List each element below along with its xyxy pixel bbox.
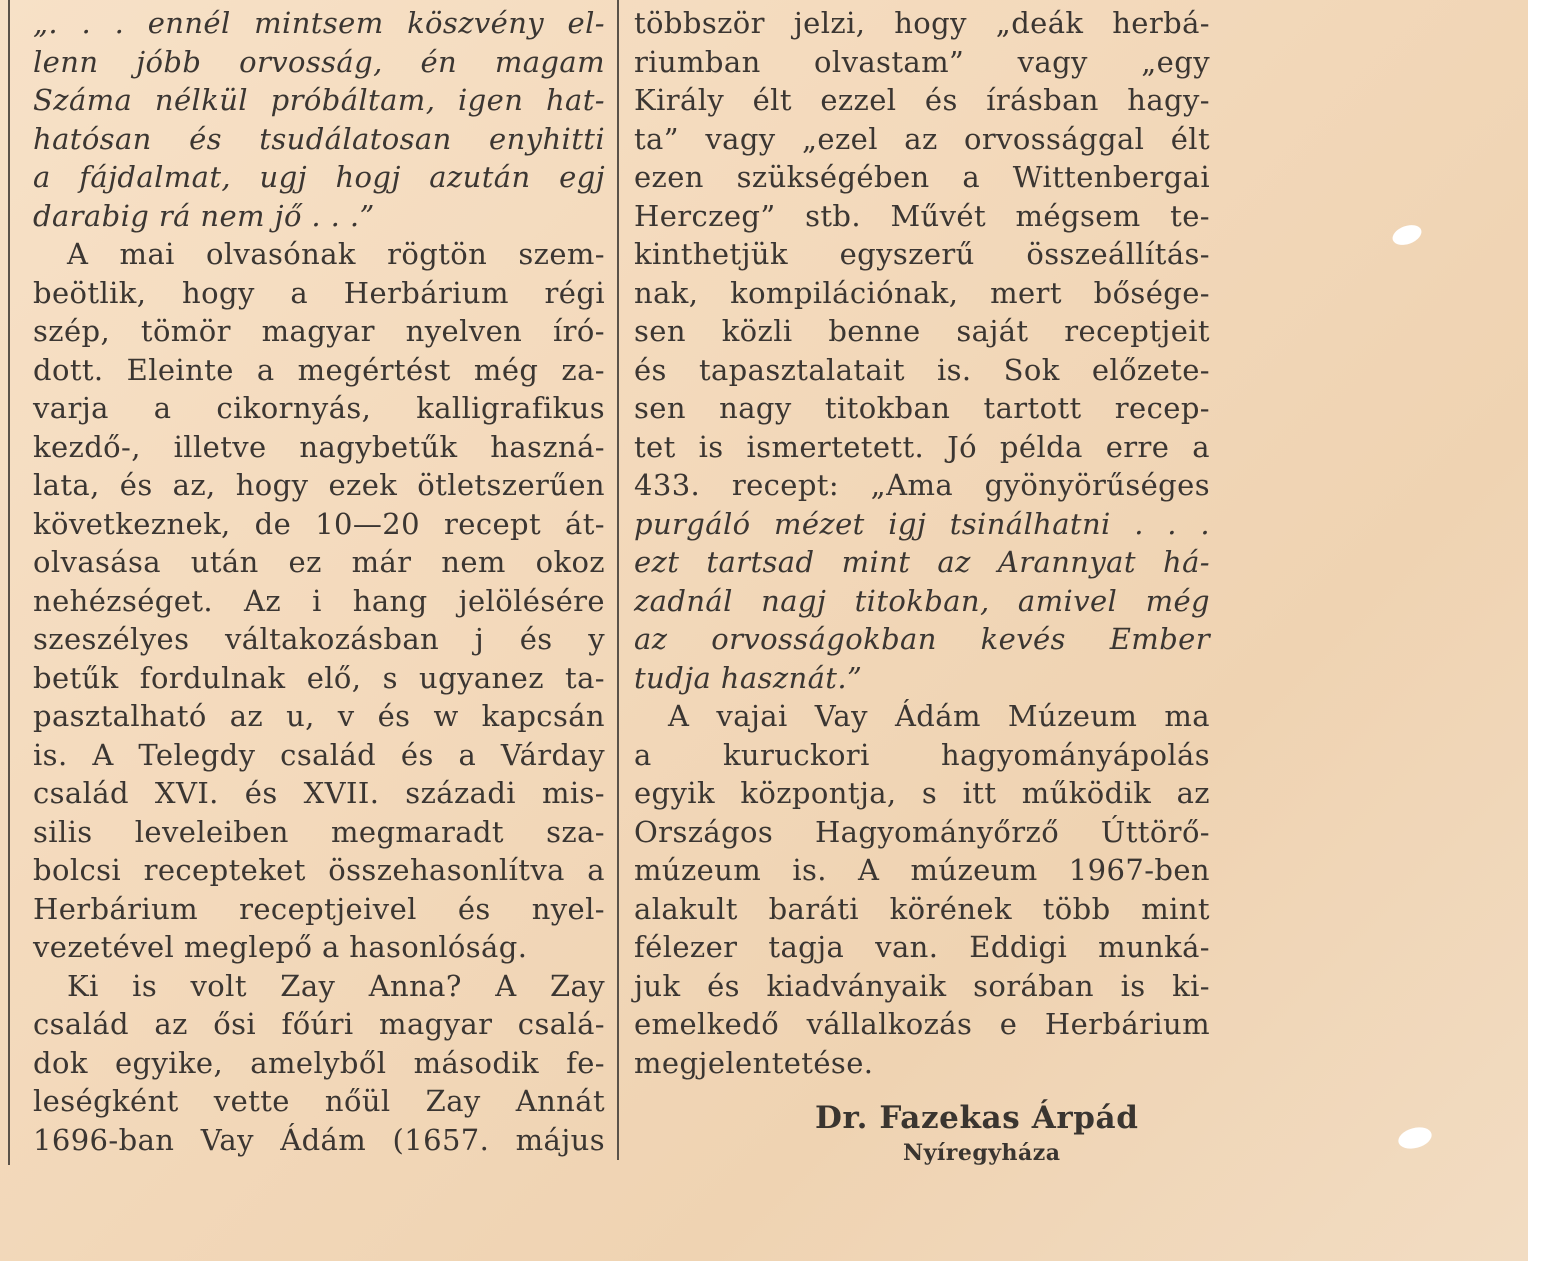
left-column-line: beötlik, hogy a Herbárium régi: [33, 275, 605, 310]
right-column-line: az orvosságokban kevés Ember: [634, 622, 1210, 656]
right-column-line: Országos Hagyományőrző Úttörő-: [634, 814, 1210, 849]
right-column-line: megjelentetése.: [634, 1045, 874, 1080]
right-column-line: ezt tartsad mint az Arannyat há-: [634, 545, 1210, 579]
right-column-line: 433. recept: „Ama gyönyörűséges: [634, 468, 1210, 502]
left-column-line: is. A Telegdy család és a Várday: [33, 737, 605, 772]
paper-hole: [1396, 1124, 1434, 1152]
left-column-line: varja a cikornyás, kalligrafikus: [33, 391, 605, 425]
right-column-line: tet is ismertetett. Jó példa erre a: [634, 429, 1210, 464]
left-column-line: betűk fordulnak elő, s ugyanez ta-: [33, 660, 605, 695]
column-divider-rule: [617, 0, 619, 1160]
left-column-line: dott. Eleinte a megértést még za-: [33, 352, 605, 387]
right-column-line: múzeum is. A múzeum 1967-ben: [634, 853, 1210, 887]
left-column-line: következnek, de 10—20 recept át-: [33, 506, 605, 541]
left-column-line: dok egyike, amelyből második fe-: [33, 1045, 605, 1080]
right-column-line: tudja hasznát.”: [634, 660, 863, 695]
left-column-line: A mai olvasónak rögtön szem-: [67, 237, 605, 271]
right-column-line: alakult baráti körének több mint: [634, 891, 1210, 926]
author-place: Nyíregyháza: [903, 1140, 1061, 1166]
left-column-line: nehézséget. Az i hang jelölésére: [33, 583, 605, 618]
left-column-line: szeszélyes váltakozásban j és y: [33, 622, 605, 656]
left-column-line: hatósan és tsudálatosan enyhitti: [33, 121, 605, 156]
left-column-line: lata, és az, hogy ezek ötletszerűen: [33, 468, 605, 502]
left-column-line: bolcsi recepteket összehasonlítva a: [33, 853, 605, 887]
left-column-line: Ki is volt Zay Anna? A Zay: [67, 968, 605, 1003]
author-name: Dr. Fazekas Árpád: [815, 1100, 1139, 1136]
paper-hole: [1390, 221, 1424, 248]
right-column-line: félezer tagja van. Eddigi munká-: [634, 930, 1210, 964]
right-column-line: riumban olvastam” vagy „egy: [634, 44, 1210, 79]
right-column-line: Herczeg” stb. Művét mégsem te-: [634, 198, 1210, 233]
left-column-line: vezetével meglepő a hasonlóság.: [33, 930, 528, 964]
right-column-line: nak, kompilációnak, mert bősége-: [634, 275, 1210, 310]
left-column-line: darabig rá nem jő . . .”: [33, 198, 375, 233]
article-signature: [815, 1100, 1175, 1166]
left-column-line: Herbárium receptjeivel és nyel-: [33, 891, 605, 926]
right-column-line: purgáló mézet igj tsinálhatni . . .: [634, 506, 1210, 541]
right-column-line: emelkedő vállalkozás e Herbárium: [634, 1007, 1210, 1041]
left-column-line: Száma nélkül próbáltam, igen hat-: [33, 83, 605, 117]
left-column-line: 1696-ban Vay Ádám (1657. május: [33, 1122, 605, 1157]
right-column-line: zadnál nagj titokban, amivel még: [634, 583, 1210, 618]
torn-edge: [1528, 0, 1556, 1261]
left-column-rule: [8, 0, 10, 1165]
left-column-line: lenn jóbb orvosság, én magam: [33, 44, 605, 79]
right-column-line: A vajai Vay Ádám Múzeum ma: [668, 699, 1210, 733]
left-column-line: leségként vette nőül Zay Annát: [33, 1084, 605, 1118]
left-column-line: olvasása után ez már nem okoz: [33, 545, 605, 579]
right-column-line: ta” vagy „ezel az orvossággal élt: [634, 121, 1210, 156]
left-column-line: silis leveleiben megmaradt sza-: [33, 814, 605, 849]
left-column-line: szép, tömör magyar nyelven író-: [33, 314, 605, 348]
right-column-line: egyik központja, s itt működik az: [634, 776, 1210, 810]
right-column-line: Király élt ezzel és írásban hagy-: [634, 83, 1210, 117]
left-text-column: [33, 4, 605, 1159]
left-column-line: a fájdalmat, ugj hogj azután egj: [33, 160, 605, 194]
right-text-column: [634, 4, 1210, 1082]
right-column-line: sen nagy titokban tartott recep-: [634, 391, 1210, 425]
left-column-line: „. . . ennél mintsem köszvény el-: [33, 6, 605, 40]
left-column-line: család az ősi főúri magyar csalá-: [33, 1007, 605, 1041]
left-column-line: kezdő-, illetve nagybetűk haszná-: [33, 429, 605, 464]
right-column-line: ezen szükségében a Wittenbergai: [634, 160, 1210, 194]
right-column-line: többször jelzi, hogy „deák herbá-: [634, 6, 1210, 40]
right-column-line: és tapasztalatait is. Sok előzete-: [634, 352, 1210, 387]
right-column-line: a kuruckori hagyományápolás: [634, 737, 1210, 772]
right-column-line: sen közli benne saját receptjeit: [634, 314, 1210, 348]
left-column-line: pasztalható az u, v és w kapcsán: [33, 699, 605, 733]
left-column-line: család XVI. és XVII. századi mis-: [33, 776, 605, 810]
right-column-line: juk és kiadványaik sorában is ki-: [634, 968, 1210, 1003]
right-column-line: kinthetjük egyszerű összeállítás-: [634, 237, 1210, 271]
